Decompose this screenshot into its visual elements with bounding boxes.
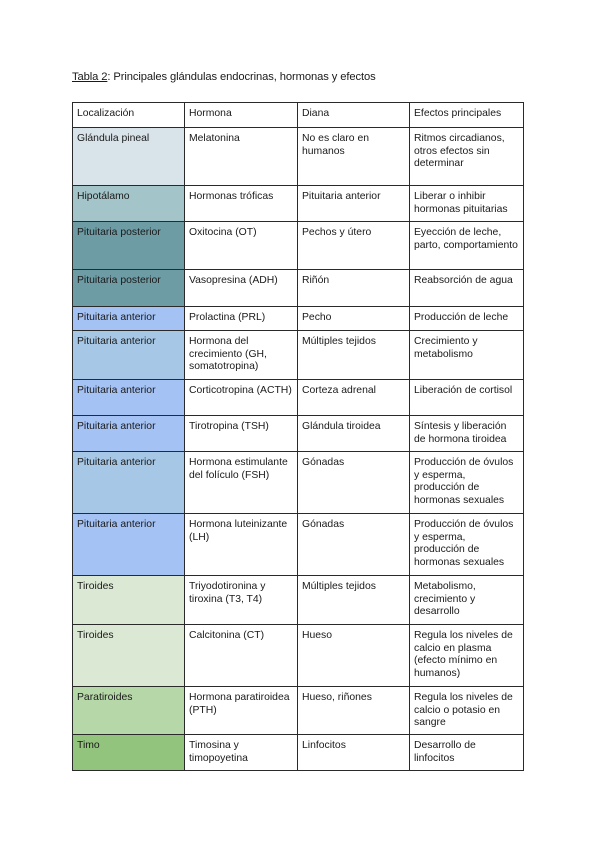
cell-efectos: Desarrollo de linfocitos: [410, 735, 524, 771]
cell-diana: Pecho: [298, 307, 410, 331]
cell-localizacion: Pituitaria anterior: [73, 416, 185, 452]
cell-efectos: Producción de óvulos y esperma, producción de hormonas sexuales: [410, 514, 524, 576]
cell-efectos: Crecimiento y metabolismo: [410, 331, 524, 380]
table-header-row: [73, 103, 524, 128]
cell-hormona: Oxitocina (OT): [185, 222, 298, 270]
cell-efectos: Metabolismo, crecimiento y desarrollo: [410, 576, 524, 625]
cell-efectos: Regula los niveles de calcio o potasio en sangre: [410, 687, 524, 735]
cell-diana: Riñón: [298, 270, 410, 307]
cell-diana: Hueso: [298, 625, 410, 687]
cell-diana: No es claro en humanos: [298, 128, 410, 186]
cell-diana: Múltiples tejidos: [298, 576, 410, 625]
cell-efectos: Producción de óvulos y esperma, producción de hormonas sexuales: [410, 452, 524, 514]
cell-diana: Pechos y útero: [298, 222, 410, 270]
table-row: [73, 186, 524, 222]
table-row: [73, 128, 524, 186]
cell-efectos: Regula los niveles de calcio en plasma (efecto mínimo en humanos): [410, 625, 524, 687]
cell-diana: Gónadas: [298, 514, 410, 576]
cell-hormona: Timosina y timopoyetina: [185, 735, 298, 771]
table-row: [73, 625, 524, 687]
caption-label: Tabla 2: [72, 71, 108, 83]
cell-hormona: Hormona luteinizante (LH): [185, 514, 298, 576]
table-row: [73, 270, 524, 307]
cell-localizacion: Pituitaria anterior: [73, 452, 185, 514]
cell-efectos: Liberar o inhibir hormonas pituitarias: [410, 186, 524, 222]
endocrine-glands-table: [72, 102, 524, 771]
cell-diana: Hueso, riñones: [298, 687, 410, 735]
table-row: [73, 452, 524, 514]
cell-localizacion: Pituitaria posterior: [73, 222, 185, 270]
cell-efectos: Liberación de cortisol: [410, 380, 524, 416]
table-row: [73, 735, 524, 771]
cell-localizacion: Tiroides: [73, 625, 185, 687]
caption-text: : Principales glándulas endocrinas, hormonas y efectos: [107, 71, 376, 83]
table-row: [73, 416, 524, 452]
cell-diana: Corteza adrenal: [298, 380, 410, 416]
table-caption: [72, 71, 376, 83]
cell-localizacion: Pituitaria anterior: [73, 514, 185, 576]
cell-hormona: Hormona estimulante del folículo (FSH): [185, 452, 298, 514]
cell-efectos: Reabsorción de agua: [410, 270, 524, 307]
header-hormona: Hormona: [185, 103, 298, 128]
cell-localizacion: Pituitaria anterior: [73, 331, 185, 380]
cell-localizacion: Timo: [73, 735, 185, 771]
header-efectos: Efectos principales: [410, 103, 524, 128]
cell-localizacion: Pituitaria anterior: [73, 380, 185, 416]
cell-diana: Múltiples tejidos: [298, 331, 410, 380]
cell-localizacion: Pituitaria posterior: [73, 270, 185, 307]
cell-hormona: Calcitonina (CT): [185, 625, 298, 687]
cell-hormona: Melatonina: [185, 128, 298, 186]
cell-hormona: Prolactina (PRL): [185, 307, 298, 331]
cell-localizacion: Paratiroides: [73, 687, 185, 735]
cell-diana: Gónadas: [298, 452, 410, 514]
cell-localizacion: Glándula pineal: [73, 128, 185, 186]
cell-hormona: Corticotropina (ACTH): [185, 380, 298, 416]
cell-hormona: Vasopresina (ADH): [185, 270, 298, 307]
table-row: [73, 307, 524, 331]
cell-diana: Glándula tiroidea: [298, 416, 410, 452]
cell-localizacion: Pituitaria anterior: [73, 307, 185, 331]
table-row: [73, 331, 524, 380]
table-row: [73, 687, 524, 735]
cell-localizacion: Hipotálamo: [73, 186, 185, 222]
cell-diana: Linfocitos: [298, 735, 410, 771]
header-diana: Diana: [298, 103, 410, 128]
cell-localizacion: Tiroides: [73, 576, 185, 625]
table-row: [73, 380, 524, 416]
header-localizacion: Localización: [73, 103, 185, 128]
cell-efectos: Ritmos circadianos, otros efectos sin determinar: [410, 128, 524, 186]
cell-diana: Pituitaria anterior: [298, 186, 410, 222]
table-row: [73, 514, 524, 576]
table-row: [73, 222, 524, 270]
cell-hormona: Tirotropina (TSH): [185, 416, 298, 452]
cell-hormona: Triyodotironina y tiroxina (T3, T4): [185, 576, 298, 625]
cell-efectos: Producción de leche: [410, 307, 524, 331]
table-row: [73, 576, 524, 625]
cell-hormona: Hormona del crecimiento (GH, somatotropina): [185, 331, 298, 380]
cell-efectos: Eyección de leche, parto, comportamiento: [410, 222, 524, 270]
cell-efectos: Síntesis y liberación de hormona tiroidea: [410, 416, 524, 452]
cell-hormona: Hormonas tróficas: [185, 186, 298, 222]
cell-hormona: Hormona paratiroidea (PTH): [185, 687, 298, 735]
